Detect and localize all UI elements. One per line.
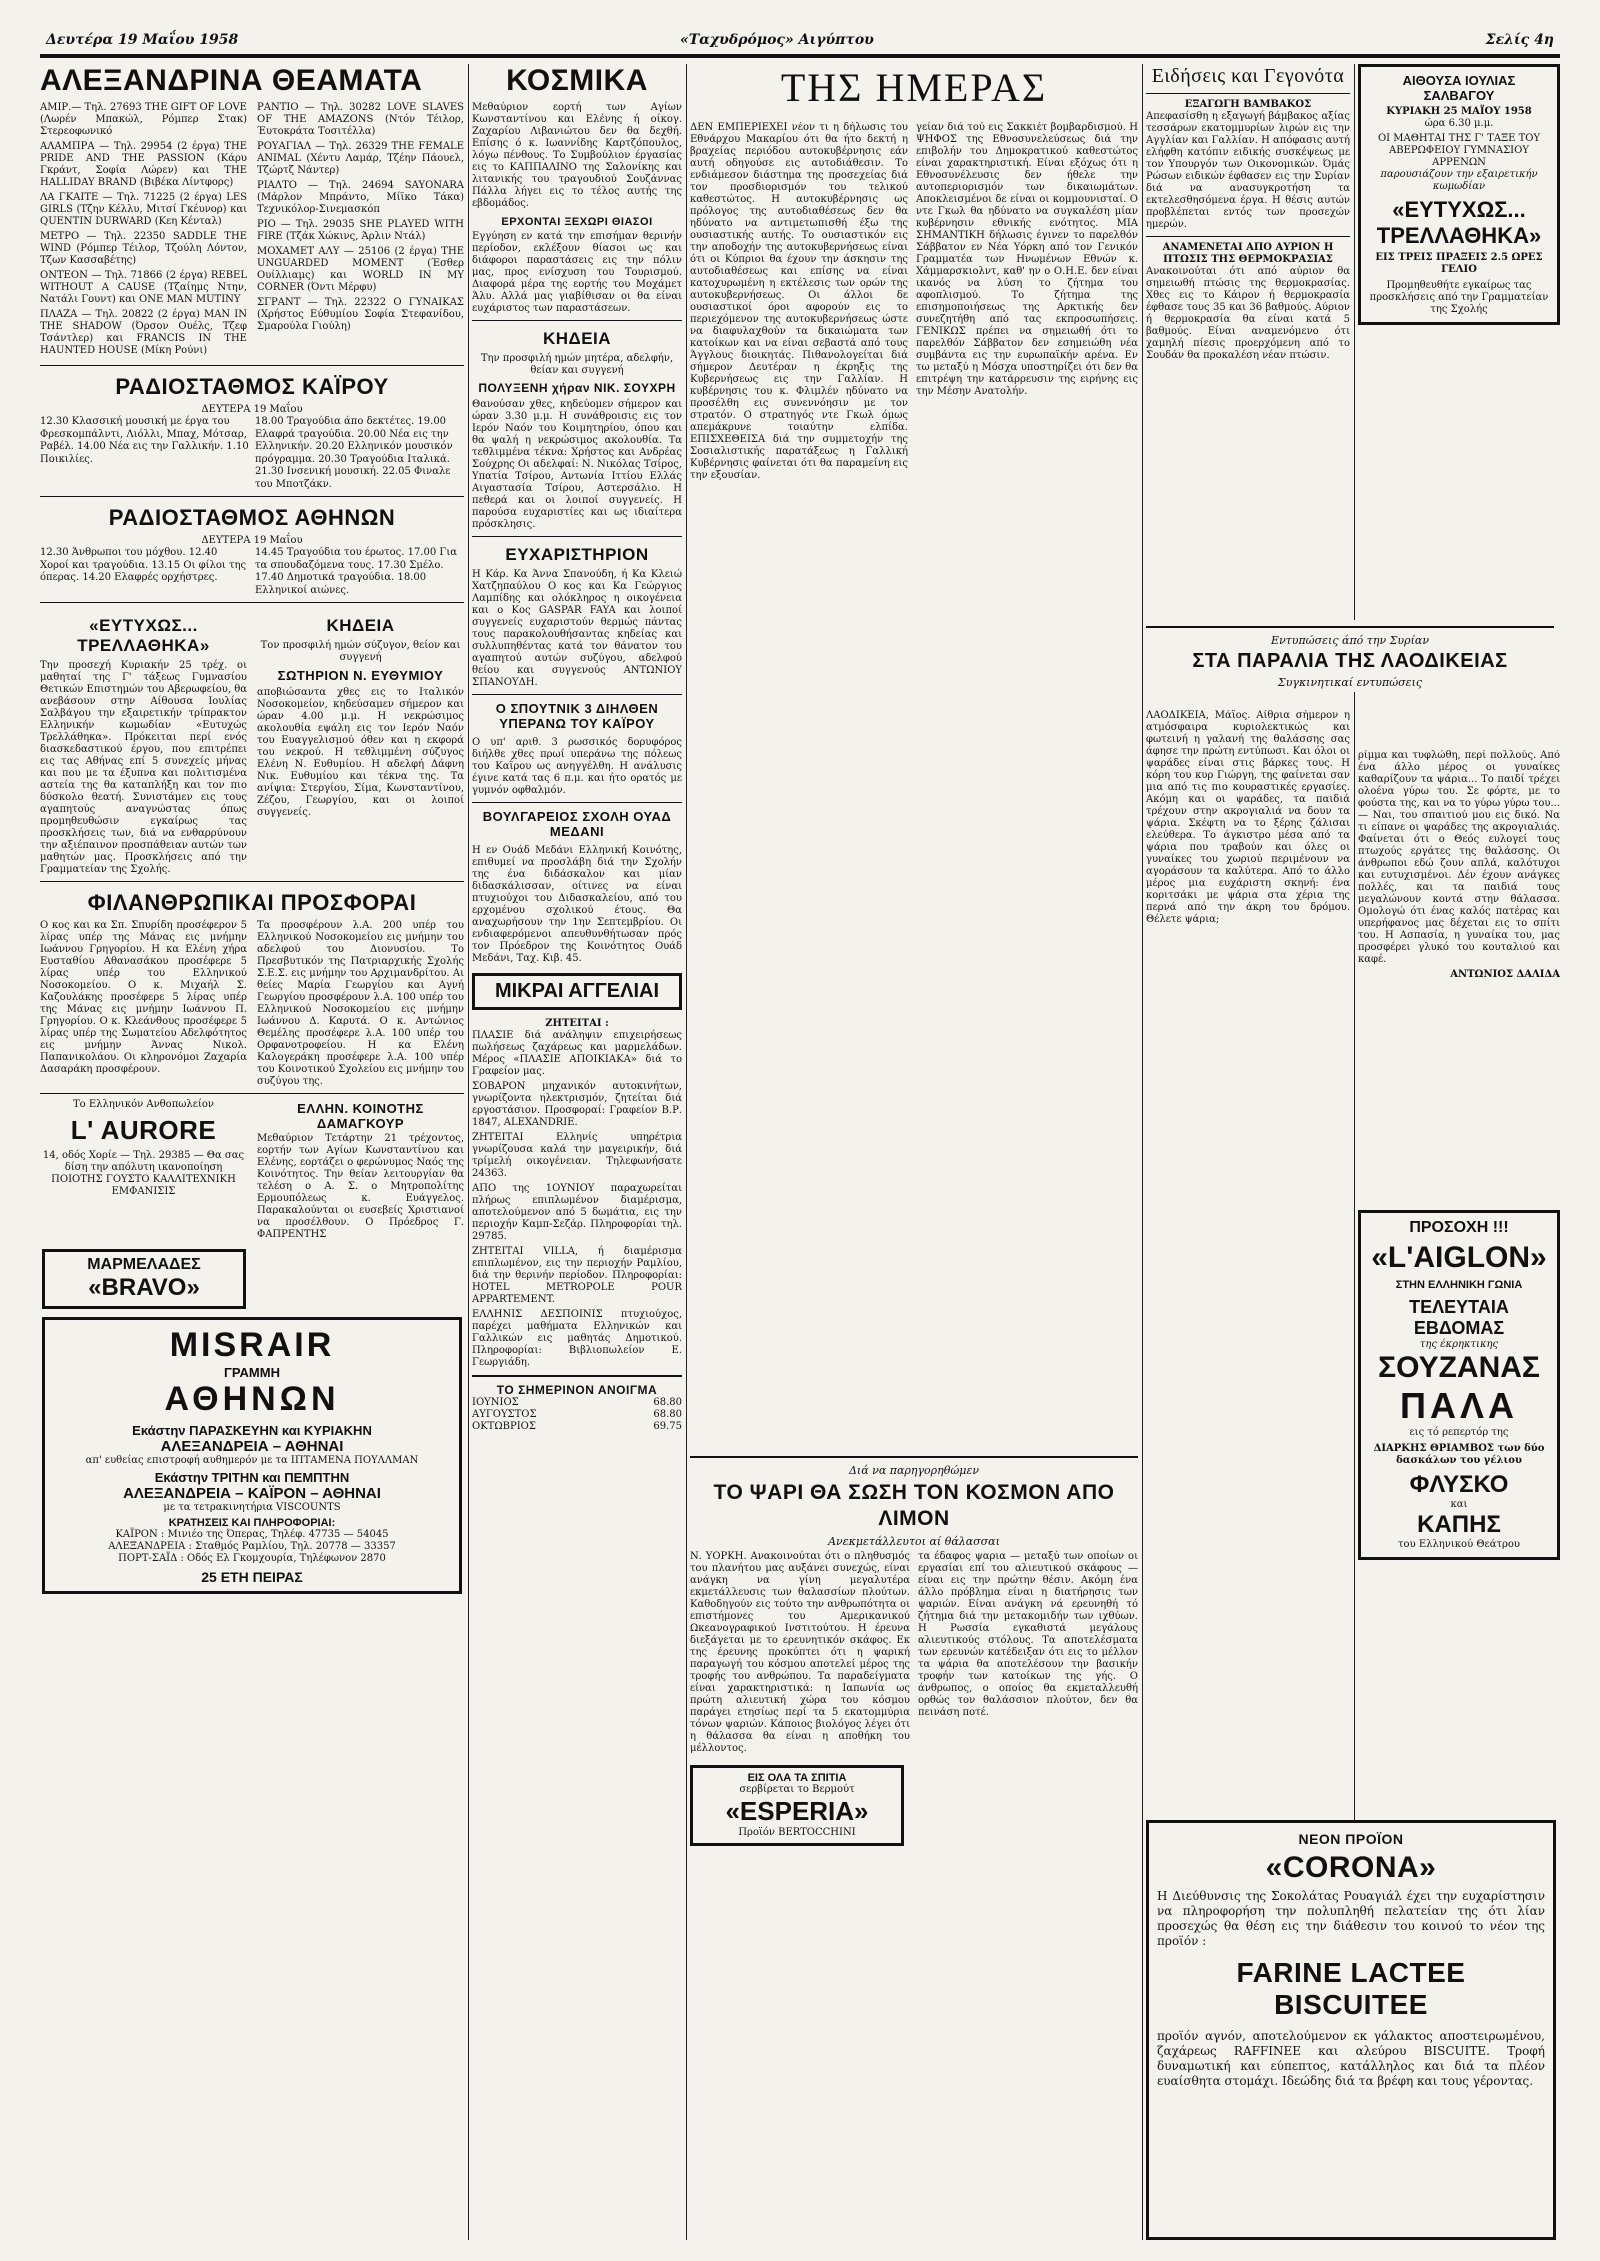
aiglon-triumph: ΔΙΑΡΚΗΣ ΘΡΙΑΜΒΟΣ των δύο δασκάλων του γέλιου: [1373, 1443, 1545, 1466]
corona-ad: [1146, 1820, 1556, 2240]
syria-text: ΛΑΟΔΙΚΕΙΑ, Μάϊος. Αίθρια σήμερον η ατμόσφαιρα κυριολεκτικώς και φωτεινή η γαλανή της θαλάσσης σας άφησε την πρώτη εντύπωσι. Και όλοι οι ψαράδες είναι στις βάρκες τους. Η κόρη του κυρ Γιώργη, της φαίνεται σαν μια από τις πιο κουραστικές εργασίες. Ακόμη και οι ψαράδες, τα παιδιά τρέχουν στην ακρογιαλιά να δουν τα ψάρια. Σκέφτη να το ξέρης ζάλισαι ελεύθερα. Το άγκιστρο μέσα από τα ψάρια που τραβούν και όλες οι γυναίκες του χωριού περιμένουν να αγοράσουν τα καλύτερα. Από το άλλο μέρος μια ευχάριστη σκηνή: ένα κοριτσάκι με ψάρια στα χέρια της περνά από την άκρη του δρόμου. Θέλετε ψάρια;: [1146, 710, 1350, 925]
theater-shows: ΕΙΣ ΤΡΕΙΣ ΠΡΑΞΕΙΣ 2.5 ΩΡΕΣ ΓΕΛΙΟ: [1375, 252, 1543, 275]
radio-athens-day: ΔΕΥΤΕΡΑ 19 Μαΐου: [201, 535, 303, 546]
classifieds-list: [472, 1030, 682, 1369]
editorial-header: [690, 64, 1138, 111]
flower-shop-name: L' AURORE: [70, 1115, 217, 1145]
bermouth-line-3: Προϊόν BERTOCCHINI: [738, 1827, 856, 1838]
misrair-brand: MISRAIR: [169, 1326, 335, 1364]
thanks-text: Η Κάρ. Κα Άννα Σπανούδη, ή Κα Κλειώ Χατζηπαύλου Ο κος και Κα Γεώργιος Λαμπίδης και ολόκληρος η οικογένεια και ο Κος GASPAR FAYA και λοιποί συγγενείς ευχαριστούν θερμώς πάντας τους παρακολουθήσαντας κηδείας και συλλυπηθέντας κατά τον θάνατον του αγαπητού αυτών συζύγου, αδελφού θείου και συγγενούς ΑΝΤΩΝΙΟΥ ΣΠΑΝΟΥΔΗ.: [472, 569, 682, 688]
school-title: ΒΟΥΛΓΑΡΕΙΟΣ ΣΧΟΛΗ ΟΥΑΔ ΜΕΔΑΝΙ: [482, 809, 672, 839]
column-entertainment: [40, 64, 464, 2240]
misrair-note-2: με τα τετρακινητήρια VISCOUNTS: [163, 1502, 341, 1513]
theater-present: παρουσιάζουν την εξαιρετικήν κωμωδίαν: [1380, 169, 1538, 192]
cinema-entry: ΡΑΝΤΙΟ — Τηλ. 30282 LOVE SLAVES OF THE AMAZONS (Ντόν Τέιλορ, Έυτοκράτα Τοσιτέλλα): [257, 102, 464, 137]
theater-play-2: ΤΡΕΛΛΑΘΗΚΑ»: [1376, 223, 1542, 248]
theater-students: ΟΙ ΜΑΘΗΤΑΙ ΤΗΣ Γ' ΤΑΞΕ ΤΟΥ ΑΒΕΡΩΦΕΙΟΥ ΓΥΜΝΑΣΙΟΥ ΑΡΡΕΝΩΝ: [1377, 133, 1541, 168]
misrair-bookings: ΚΡΑΤΗΣΕΙΣ ΚΑΙ ΠΛΗΡΟΦΟΡΙΑΙ:: [168, 1517, 336, 1529]
misrair-schedule-1: Εκάστην ΠΑΡΑΣΚΕΥΗΝ και ΚΥΡΙΑΚΗΝ: [132, 1423, 372, 1438]
schedule-right: 14.45 Τραγούδια του έρωτος. 17.00 Για τα σπουδαζόμενα τους. 17.30 Σμέλο. 17.40 Δημοτικά τραγούδια. 18.00 Ελληνικοί αιώνες.: [255, 547, 458, 596]
theater-ad: [1358, 64, 1560, 325]
fish-body: [690, 1551, 1138, 1755]
cinemas-title: ΑΛΕΞΑΝΔΡΙΝΑ ΘΕΑΜΑΤΑ: [40, 64, 423, 97]
stock-row: [472, 1397, 682, 1409]
aiglon-singer-2: ΠΑΛΑ: [1399, 1385, 1518, 1426]
misrair-note-1: απ' ευθείας επιστροφή αυθημερόν με τα ΙΠΤΑΜΕΝΑ ΠΟΥΛΛΜΑΝ: [85, 1455, 419, 1466]
stock-row: [472, 1421, 682, 1433]
stock-row: [472, 1409, 682, 1421]
cinema-entry: ΟΝΤΕΟΝ — Τηλ. 71866 (2 έργα) REBEL WITHOUT A CAUSE (Τζαίημς Ντην, Νατάλι Γουντ) και ONE MAN MUTINY: [40, 270, 247, 305]
kideia-intro: Την προσφιλή ημών μητέρα, αδελφήν, θείαν και συγγενή: [480, 353, 674, 376]
misrair-years: 25 ΕΤΗ ΠΕΙΡΑΣ: [201, 1569, 303, 1585]
society-text: Μεθαύριον εορτή των Αγίων Κωνσταντίνου και Ελένης ή οίκογ. Ζαχαρίου Λιβανιώτου δεν θα δεχθή. Επίσης ό κ. Ιωαννίδης Καρτζόπουλος, λόγω πένθους. Το Συμβούλιον έργασίας εις το ΚΑΠΠΑΛΙΝΟ της Σαλονίκης και λιτανικής του τραγουδιού Σουζάννας Πάλλα λήγει εις το τέλος αυτής της εβδομάδος.: [472, 102, 682, 209]
diary-text: ρίμμα και τυφλώθη, περί πολλούς. Από ένα άλλο μέρος οι γυναίκες καθαρίζουν τα ψάρια... Το παιδί τρέχει ολοένα γύρω του. Σε φόρτε, με το φούστα της, και να το γύρω γύρω του... — Ναι, του σπαιτιού μου εις δικό. Να τι είπανε οι ψαράδες της ακρογιαλιάς. Φαίνεται ότι ο Θεός ευλογεί τους πτωχούς εργάτες της θαλάσσης. Οι άνθρωποι εδώ ζουν απλά, καλότυχοι και ευτυχισμένοι. Δέν έχουν ανάγκες πολλές, και τα παιδιά τους μεγαλώνουν κοντά στην θάλασσα. Ομολογώ ότι ένας καλός πατέρας και υπερήφανος μας δέχεται εις το σπίτι του. Η Ασπασία, η γυναίκα του, μας προσφέρει γλυκό του κουταλιού και καφέ.: [1358, 750, 1560, 965]
corona-new: ΝΕΟΝ ΠΡΟΪΟΝ: [1298, 1831, 1404, 1847]
theater-note: Προμηθευθήτε εγκαίρως τας προσκλήσεις από την Γραμματείαν της Σχολής: [1369, 280, 1549, 315]
radio-athens-title: ΡΑΔΙΟΣΤΑΘΜΟΣ ΑΘΗΝΩΝ: [108, 505, 396, 530]
aiglon-singer-1: ΣΟΥΖΑΝΑΣ: [1378, 1351, 1540, 1384]
classifieds-sub: ΖΗΤΕΙΤΑΙ :: [545, 1018, 609, 1029]
theater-play-1: «ΕΥΤΥΧΩΣ...: [1392, 197, 1526, 222]
misrair-ad: [42, 1317, 462, 1594]
misrair-office-portsaid: ΠΟΡΤ-ΣΑΪΔ : Οδός Ελ Γκομχουρία, Τηλέφωνον 2870: [118, 1553, 386, 1564]
funeral-text: αποβιώσαντα χθες εις το Ιταλικόν Νοσοκομείον, κηδεύσαμεν σήμερον και ώραν 4.00 μ.μ. Η νεκρώσιμος ακολουθία εψάλη εις τον Ιερόν Ναόν του Ευαγγελισμού όθεν και η εκφορά του νεκρού. Η τεθλιμμένη σύζυγος Ελένη Ν. Ευθυμίου. Η αδελφή Δάφνη Νικ. Ευθυμίου και τέκνα της. Τα ανίψια: Στεργίου, Σίμα, Κωνσταντίνου, Ζέζου, Γεωργίου, και οι λοιποί συγγενείς.: [257, 687, 464, 818]
flower-shop-label: Το Ελληνικόν Ανθοπωλείον: [73, 1099, 214, 1110]
radio-athens-schedule: [40, 547, 464, 597]
diary-signature: ΑΝΤΩΝΙΟΣ ΔΑΛΙΔΑ: [1450, 969, 1560, 980]
stock-value: 68.80: [653, 1397, 682, 1408]
fish-kicker: Διά να παρηγορηθώμεν: [848, 1464, 980, 1477]
aiglon-ad: [1358, 1210, 1560, 1560]
classified-item: ΖΗΤΕΙΤΑΙ Ελληνίς υπηρέτρια γνωρίζουσα καλά την μαγειρικήν, διά τρίμελή οικογένειαν. Τηλεφωνήσατε 24363.: [472, 1132, 682, 1179]
theater-time: ώρα 6.30 μ.μ.: [1424, 118, 1494, 129]
corona-product-1: FARINE LACTEE: [1236, 1957, 1466, 1988]
aiglon-act-2: ΚΑΠΗΣ: [1417, 1511, 1501, 1538]
corona-description: προϊόν αγνόν, αποτελούμενον εκ γάλακτος αποστειρωμένου, ζαχάρεως RAFFINEE και αλεύρου BISCUITE. Τροφή δυναμωτική και εύπεπτος, κατάλληλος και διά τα πλέον ευαίσθητα στομάχι. Ιδεώδης διά τα βρέφη και τους γέροντας.: [1157, 2029, 1545, 2088]
troupes-text: Εγγύηση εν κατά την επισήμαν θερινήν περίοδον, εκλέξουν θίασοι ως και διάφοροι παραστάσεις εις την πόλιν μας, προς ενίσχυση του Τουρισμού. Διαφορά μέρα της εορτής του Μοχάμετ Άλυ. Αλλά μας γιαβίθισαν οι θα είναι ευχάριστος των παραστάσεων.: [472, 231, 682, 314]
cinema-entry: ΣΓΡΑΝΤ — Τηλ. 22322 Ο ΓΥΝΑΙΚΑΣ (Χρήστος Εύθυμίου Σοφία Στεφανίδου, Σμαρούλα Γιούλη): [257, 297, 464, 332]
charity-title: ΦΙΛΑΝΘΡΩΠΙΚΑΙ ΠΡΟΣΦΟΡΑΙ: [87, 890, 417, 915]
masthead: [40, 30, 1560, 58]
column-rule: [468, 64, 469, 2240]
play-and-funeral: [40, 608, 464, 876]
stock-value: 69.75: [653, 1421, 682, 1432]
fish-article: [690, 1450, 1138, 2240]
stock-month: ΙΟΥΝΙΟΣ: [472, 1397, 519, 1408]
masthead-paper: «Ταχυδρόμος» Αιγύπτου: [680, 32, 874, 48]
bermouth-line-2: σερβίρεται το Βερμούτ: [739, 1784, 855, 1795]
community-title: ΕΛΛΗΝ. ΚΟΙΝΟΤΗΣ ΔΑΜΑΓΚΟΥΡ: [297, 1101, 424, 1131]
cinema-entry: ΜΕΤΡΟ — Τηλ. 22350 SADDLE THE WIND (Ρόμπερ Τέιλορ, Τζούλη Λόντον, Τζων Κασσαβέτης): [40, 231, 247, 266]
classifieds-title: ΜΙΚΡΑΙ ΑΓΓΕΛΙΑΙ: [494, 980, 660, 1002]
aiglon-attention: ΠΡΟΣΟΧΗ !!!: [1409, 1219, 1509, 1236]
fish-title: ΤΟ ΨΑΡΙ ΘΑ ΣΩΣΗ ΤΟΝ ΚΟΣΜΟΝ ΑΠΟ ΛΙΜΟΝ: [713, 1481, 1115, 1530]
column-society: [472, 64, 682, 2240]
schedule-left: 12.30 Κλασσική μουσική με έργα του Φρεσκομπάλντι, Λιόλλι, Μπαχ, Μότσαρ, Ραβέλ. 14.00 Νέα εις την Γαλλικήν. 1.10 Ποικιλίες.: [40, 416, 249, 465]
classified-item: ΣΟΒΑΡΟΝ μηχανικόν αυτοκινήτων, γνωρίζοντα ηλεκτρισμόν, ζητείται διά εργοστάσιον. Προσφοραί: Γραφείον Β.Ρ. 1847, ALEXANDRIE.: [472, 1081, 682, 1128]
cinema-entry: ΑΜΙΡ.— Τηλ. 27693 THE GIFT OF LOVE (Λωρέν Μπακώλ, Ρόμπερ Στακ) Στερεοφωνικό: [40, 102, 247, 137]
news1-text: Απεφασίσθη η εξαγωγή βάμβακος αξίας τεσσάρων εκατομμυρίων λιρών εις την Αγγλίαν και Γαλλίαν. Η απόφασις αυτή ελήφθη κατόπιν ειδικής συσκέψεως με τον Υπουργόν των Οικονομικών. Όμάς Ρώσων ειδικών έφθασεν εις την Συρίαν διά να ανασυγκροτήση τα εκτελεσθησόμενα έργα. Η θέσις αυτών προβλέπεται εντός των προσεχών ημερών.: [1146, 111, 1350, 230]
charity-right: Τα προσφέρουν λ.Α. 200 υπέρ του Ελληνικού Νοσοκομείου εις μνήμην του αδελφού του Διονυσίου. Το Πρεσβυτικόν της Πατριαρχικής Σχολής Σ.Ε.Σ. εις μνήμην του Αρχιμανδρίτου. Αι θείες Μαρία Γεωργίου και Αγνή Γεωργίου προσφέρουν λ.Α. 100 υπέρ του Ελληνικού Νοσοκομείου εις μνήμην Ιωάννου Δ. Καρυτά. Ο κ. Αντώνιος Θεμέλης προσέφερε λ.Α. 100 υπέρ του Ορφανοτροφείου. Η κα Ελένη Καλογεράκη προσέφερε λ.Α. 100 υπέρ του Κοινοτικού Σχολείου εις μνήμην του συζύγου της.: [257, 920, 464, 1087]
radio-cairo-schedule: [40, 416, 464, 491]
kideia-title: ΚΗΔΕΙΑ: [542, 329, 612, 348]
play-text: Την προσεχή Κυριακήν 25 τρέχ. οι μαθηταί της Γ' τάξεως Γυμνασίου Θετικών Επιστημών του Αβερωφείου, θα ανεβάσουν στην Αίθουσα Ιουλίας Σαλβάγου την εξαιρετικήν τρίπρακτον Ελληνικήν κωμωδίαν «Ευτυχώς Τρελλάθηκα». Πρόκειται περί ενός διασκεδαστικού έργου, που επιτρέπει εις τας Αθήνας επί 5 συνεχείς μήνας και που με τα έξυπνα και πολιτισμένα αστεία της θα καταπλήξη και τον πιο δύσκολο θεατή. Συνιστάμεν εις τους αγαπητούς αναγνώστας όπως προμηθευθώσιν εγκαίρως τας προσκλήσεις των, διά να ενθαρρύνουν την αξιέπαινον προσπάθειαν αυτών των μαθητών μας. Προσκλήσεις από την Γραμματείαν της Σχολής.: [40, 660, 247, 875]
aiglon-and: και: [1450, 1499, 1468, 1510]
stock-value: 68.80: [653, 1409, 682, 1420]
kideia-text: Θανούσαν χθες, κηδεύομεν σήμερον και ώραν 3.30 μ.μ. Η συνάθροισις εις τον Ιερόν Ναόν του Κοιμητηρίου, όπου και θα ψαλή η νεκρώσιμος ακολουθία. Τα τεθλιμμένα τέκνα: Χρήστος και Ανδρέας Σούχρης Οι αδελφαί: Ν. Νικόλας Τσίρος, Υπατία Τσίρου, Αντωνία Ιττίου Ελλάς Αιγαστασία Τσίρου, Αστερσάλιο. Η πεθερά και οι λοιποί συγγενείς. Η παρούσα ευχαριστίες και ως ιδιαίτερα πρόσκλησις.: [472, 399, 682, 530]
masthead-date: Δευτέρα 19 Μαΐου 1958: [46, 32, 239, 48]
cinemas-list: [40, 102, 464, 360]
marmalade-ad: [42, 1249, 246, 1309]
news-title: Ειδήσεις και Γεγονότα: [1151, 65, 1345, 87]
stocks-table: [472, 1397, 682, 1433]
theater-date: ΚΥΡΙΑΚΗ 25 ΜΑΪΟΥ 1958: [1386, 106, 1532, 117]
funeral-intro: Τον προσφιλή ημών σύζυγον, θείον και συγγενή: [260, 640, 461, 663]
bermouth-ad: [690, 1765, 904, 1846]
schedule-left: 12.30 Άνθρωποι του μόχθου. 12.40 Χοροί και τραγούδια. 13.15 Οι φίλοι της όπερας. 14.20 Ελαφρές ορχήστρες.: [40, 547, 247, 583]
aiglon-name: «L'AIGLON»: [1371, 1241, 1547, 1274]
classified-item: ΖΗΤΕΙΤΑΙ VILLA, ή διαμέρισμα επιπλωμένον, εις την περιοχήν Ραμλίου, διά την θερινήν περίοδον. Πληροφορίαι: HOTEL METROPOLE POUR APPARTEMENT.: [472, 1246, 682, 1305]
cinema-entry: ΡΟΥΑΓΙΑΛ — Τηλ. 26329 THE FEMALE ANIMAL (Χέντυ Λαμάρ, Τζέην Πάουελ, Τζώρτζ Νάντερ): [257, 141, 464, 176]
school-text: Η εν Ουάδ Μεδάνι Ελληνική Κοινότης, επιθυμεί να προσλάβη διά την Σχολήν της ένα διδάσκαλον και μίαν διδασκάλισσαν, οίτινες να είναι πτυχιούχοι του Διδασκαλείου, από του ερχομένου σχολικού έτους. Θα αναχωρήσουν την 1ην Σεπτεμβρίου. Οι ενδιαφερόμενοι απευθυνθήτωσαν πρός τον Πρόεδρον της Κοινότητος Ουάδ Μεδάνι, Ταχ. Κιβ. 45.: [472, 845, 682, 964]
syria-sub: Συγκινητικαί εντυπώσεις: [1277, 676, 1423, 689]
stock-month: ΟΚΤΩΒΡΙΟΣ: [472, 1421, 536, 1432]
aiglon-ad-col: [1358, 1210, 1560, 1730]
syria-title: ΣΤΑ ΠΑΡΑΛΙΑ ΤΗΣ ΛΑΟΔΙΚΕΙΑΣ: [1192, 650, 1508, 672]
corona-product-2: BISCUITEE: [1274, 1989, 1428, 2020]
news2-text: Ανακοινούται ότι από αύριον θα σημειωθή πτώσις της θερμοκρασίας. Χθες εις το Κάιρον ή θερμοκρασία έφθασε τους 35 και 36 βαθμούς. Αύριον ή θερμοκρασία θα είναι κατά 5 βαθμούς. Είναι αναμενόμενο ότι χαμηλή πίεσις προερχόμενη από το Σουδάν θα προκαλέση νέαν πτώσιν.: [1146, 266, 1350, 361]
classified-item: ΕΛΛΗΝΙΣ ΔΕΣΠΟΙΝΙΣ πτυχιούχος, παρέχει μαθήματα Ελληνικών και Γαλλικών εις μαθητάς Δημοτικού. Πληροφορίαι: Βιβλιοπωλείον Ε. Γεωργιάδη.: [472, 1309, 682, 1368]
kideia-name: ΠΟΛΥΞΕΝΗ χήραν ΝΙΚ. ΣΟΥΧΡΗ: [478, 381, 676, 395]
misrair-city: ΑΘΗΝΩΝ: [164, 1380, 340, 1418]
editorial-left: ΔΕΝ ΕΜΠΕΡΙΕΧΕΙ νέον τι η δήλωσις του Εθνάρχου Μακαρίου ότι θα ήτο δεκτή η βραχείας περιόδου αυτοκυβέρνησις εάν αυτή οδηγούσε εις αυτοδιάθεσιν. Το ενδιάμεσον διάστημα της προσεχείας διά τον προσδιορισμόν του τελικού καθεστώτος. Η αυτοκυβέρνησις ως πρόλογος της αυτοδιαθέσεως δεν θα ηδύνατο να αντιμετωπισθή έξω της ουσιαστικής αυτής. Το ουσιαστικόν εις την αποδοχήν της αυτοκυβερνήσεως είναι ότι οι Κύπριοι θα έχουν την άσκησιν της αυτοδιαθέσεως και επίσης να είναι κατοχυρωμένη η εκτέλεσις των ορών της αυτοκυβερνήσεως. Οι άλλοι δε ουσιαστικοί όροι αφορούν εις το περιεχόμενον της αυτοκυβερνήσεως ώστε να διαφυλαχθούν τα δικαιώματα των κατοίκων και να είναι σεβαστά από τους Άγγλους διοικητάς. Πιθανολογείται διά σήμερον Δευτέραν η έκρηξις της Κυβερνήσεως εις την Γαλλίαν. Η κυβέρνησις του κ. Φλιμλέν ηδύνατο να προσέλθη εις συνεννόησιν με τον στρατόν. Ο στρατηγός ντε Γκωλ όμως απεμάκρυνε τοιαύτην ελπίδα. ΕΠΙΣΧΕΘΕΙΣΑ διά την συμμετοχήν της Σοσιαλιστικής παρατάξεως η Γαλλική Κυβέρνησις φαίνεται ότι θα παραμείνη εις την εξουσίαν.: [690, 122, 908, 481]
fish-sub: Ανεκμετάλλευτοι αί θάλασσαι: [828, 1535, 1000, 1548]
marmalade-title: ΜΑΡΜΕΛΑΔΕΣ: [87, 1256, 201, 1273]
aiglon-act-1: ΦΛΥΣΚΟ: [1409, 1471, 1509, 1498]
column-rule: [1142, 64, 1143, 2240]
classifieds-header: [472, 973, 682, 1010]
classified-item: ΠΛΑΣΙΕ διά ανάληψιν επιχειρήσεως πωλήσεως ζαχάρεως και μαρμελάδων. Μέρος «ΠΛΑΣΙΕ ΑΠΟΙΚΙΑΚΑ» διά το Γραφείον μας.: [472, 1030, 682, 1077]
column-rule: [686, 64, 687, 2240]
aiglon-corner: ΣΤΗΝ ΕΛΛΗΝΙΚΗ ΓΩΝΙΑ: [1395, 1279, 1523, 1291]
misrair-line: ΓΡΑΜΜΗ: [224, 1365, 280, 1380]
aiglon-theater: του Ελληνικού Θεάτρου: [1398, 1539, 1520, 1550]
fish-left: Ν. ΥΟΡΚΗ. Ανακοινούται ότι ο πληθυσμός του πλανήτου μας αυξάνει συνεχώς, είναι ανάγκη να γίνη μεγαλυτέρα εκμετάλλευσις των θαλασσίων πλούτων. Καθοδηγούν εις τούτο την ανθρωπότητα οι επιστήμονες του Αμερικανικού Ωκεανογραφικού Ινστιτούτου. Η έρευνα διεξάγεται με το ερευνητικόν σκάφος. Εκ της έρευνης προκύπτει ότι η ψαρική παραγωγή του κόσμου αποτελεί μέρος της τροφής του ανθρώπου. Τα παραδείγματα είναι χαρακτηριστικά: η Ιαπωνία ως πρώτη αλιευτική χώρα του κόσμου παράγει ετησίως περί τα 5 εκατομμύρια τόνων ψαριών. Κάποιος βιολόγος λέγει ότι η θάλασσα θα είναι η αποθήκη του μέλλοντος.: [690, 1551, 910, 1754]
news1-title: ΕΞΑΓΩΓΗ ΒΑΜΒΑΚΟΣ: [1184, 99, 1312, 110]
misrair-route-2: ΑΛΕΞΑΝΔΡΕΙΑ – ΚΑΪΡΟΝ – ΑΘΗΝΑΙ: [123, 1485, 381, 1502]
radio-cairo-day: ΔΕΥΤΕΡΑ 19 Μαΐου: [201, 404, 303, 415]
radio-cairo-title: ΡΑΔΙΟΣΤΑΘΜΟΣ ΚΑΪΡΟΥ: [115, 374, 389, 399]
flower-shop-text: 14, οδός Χορίε — Τηλ. 29385 — Θα σας δίση την απόλυτη ικανοποίηση ΠΟΙΟΤΗΣ ΓΟΥΣΤΟ ΚΑΛΛΙΤΕΧΝΙΚΗ ΕΜΦΑΝΙΣΙΣ: [42, 1150, 245, 1197]
fish-right: τα έδαφος ψαρια — μεταξύ των οποίων οι εργασίαι επί του αλιευτικού σκάφους — είναι εις την πρώτην θέσιν. Ακόμη ένα άλλο πρόβλημα είναι η διατήρησις των ψαριών. Είναι ανάγκη νά ερευνηθή τό ζήτημα διά την μετακομιδήν των ιχθύων. Η Ρωσσία εγκαθιστά μεγάλους αλιευτικούς στόλους. Τα αποτελέσματα των ερευνών κατέδειξαν ότι εις το μέλλον τα ψάρια θα αποτελέσουν την βασικήν τροφήν των κατοίκων της γής. Ο άνθρωπος, ο οποίος θα εκμεταλλευθή ορθώς τον θαλάσσιον πλούτον, δεν θα πεινάση ποτέ.: [918, 1551, 1138, 1718]
cinema-entry: ΡΙΑΛΤΟ — Τηλ. 24694 SAYONARA (Μάρλον Μπράντο, Μίϊκο Τάκα) Τεχνικόλορ-Σινεμασκόπ: [257, 180, 464, 215]
theater-hall: ΑΙΘΟΥΣΑ ΙΟΥΛΙΑΣ ΣΑΛΒΑΓΟΥ: [1402, 73, 1516, 103]
community-text: Μεθαύριον Τετάρτην 21 τρέχοντος, εορτήν των Αγίων Κωνσταντίνου και Ελένης, εορτάζει ο φερώνυμος Ναός της Κοινότητος. Την θείαν λειτουργίαν θα τελέση ο Α. Σ. ο Μητροπολίτης Ερμουπόλεως κ. Ευάγγελος. Παρακαλούνται οι ευσεβείς Χριστιανοί να προσέλθουν. Ο Πρόεδρος Γ. ΦΑΠΡΕΝΤΗΣ: [257, 1133, 464, 1240]
society-title: ΚΟΣΜΙΚΑ: [506, 64, 648, 97]
editorial-title: ΤΗΣ ΗΜΕΡΑΣ: [780, 65, 1048, 110]
corona-brand: «CORONA»: [1265, 1851, 1437, 1884]
corona-text: Η Διεύθυνσις της Σοκολάτας Ρουαγιάλ έχει την ευχαρίστησιν να πληροφορήση την πολυπληθή πελατείαν της ότι λίαν προσεχώς θα θέση εις την διάθεσιν του κοινού το νέον της προϊόν :: [1157, 1889, 1545, 1948]
sputnik-title: Ο ΣΠΟΥΤΝΙΚ 3 ΔΙΗΛΘΕΝ ΥΠΕΡΑΝΩ ΤΟΥ ΚΑΪΡΟΥ: [495, 701, 659, 731]
play-title: «ΕΥΤΥΧΩΣ... ΤΡΕΛΛΑΘΗΚΑ»: [77, 616, 210, 655]
misrair-schedule-2: Εκάστην ΤΡΙΤΗΝ και ΠΕΜΠΤΗΝ: [154, 1470, 350, 1485]
cinema-entry: ΠΛΑΖΑ — Τηλ. 20822 (2 έργα) MAN IN THE SHADOW (Όρσον Ουέλς, Τζεφ Τσάντλερ) και FRANCIS IN THE HAUNTED HOUSE (Μίκη Ρούνι): [40, 309, 247, 356]
marmalade-brand: «BRAVO»: [88, 1274, 200, 1301]
stock-month: ΑΥΓΟΥΣΤΟΣ: [472, 1409, 537, 1420]
syria-kicker: Εντυπώσεις άπό την Συρίαν: [1270, 634, 1430, 647]
sputnik-text: Ο υπ' αριθ. 3 ρωσσικός δορυφόρος διήλθε χθες πρωί υπεράνω της πόλεως του Καΐρου ως ανηγγέλθη. Η ανάλυσις έγινε κατά τας 6 π.μ. και ήτο ορατός με γυμνόν οφθαλμόν.: [472, 737, 682, 796]
charity-text: [40, 920, 464, 1088]
classified-item: ΑΠΟ της 1ΟΥΝΙΟΥ παραχωρείται πλήρως επιπλωμένον διαμέρισμα, αποτελούμενον από 5 δωμάτια, εις την περιοχήν Καμπ-Σεζάρ. Πληροφορίαι τηλ. 29785.: [472, 1183, 682, 1242]
bermouth-brand: «ESPERIA»: [725, 1796, 869, 1826]
misrair-office-cairo: ΚΑΪΡΟΝ : Μινιέο της Όπερας, Τηλέφ. 47735 — 54045: [115, 1529, 389, 1540]
diary-continuation: [1358, 750, 1560, 1200]
funeral-title: ΚΗΔΕΙΑ: [326, 616, 395, 635]
cinema-entry: ΑΛΑΜΠΡΑ — Τηλ. 29954 (2 έργα) THE PRIDE AND THE PASSION (Κάρυ Γκράντ, Σοφία Λώρεν) και THE HALLIDAY BRAND (Βιβέκα Λίντφορς): [40, 141, 247, 188]
cinema-entry: ΛΑ ΓΚΑΙΤΕ — Τηλ. 71225 (2 έργα) LES GIRLS (Τζην Κέλλυ, Μιτσί Γκέυνορ) και QUENTIN DURWARD (Κεη Κένταλ): [40, 192, 247, 227]
masthead-page: Σελίς 4η: [1485, 32, 1554, 48]
misrair-route-1: ΑΛΕΞΑΝΔΡΕΙΑ – ΑΘΗΝΑΙ: [160, 1438, 344, 1455]
stocks-title: ΤΟ ΣΗΜΕΡΙΝΟΝ ΑΝΟΙΓΜΑ: [496, 1383, 658, 1397]
aiglon-repertoire: εις τό ρεπερτόρ της: [1409, 1427, 1509, 1438]
schedule-right: 18.00 Τραγούδια άπο δεκτέτες. 19.00 Ελαφρά τραγούδια. 20.00 Νέα εις την Ελληνικήν. 20.20 Ελληνικόν μουσικόν πρόγραμμα. 20.30 Τραγούδια Ιταλικά. 21.30 Ινσενική μουσική. 22.05 Φιναλε του Μποτζάκν.: [255, 416, 453, 490]
charity-left: Ο κος και κα Σπ. Σπυρίδη προσέφερον 5 λίρας υπέρ της Μάνας εις μνήμην Ιωάννου Γρηγορίου. Η κα Ελένη χήρα Ευσταθίου Αθανασάκου προσέφερε 5 λίρας υπέρ του Ελληνικού Νοσοκομείου. Ο κ. Μιχαήλ Σ. Καζουλάκης προσέφερε 5 λίρας υπέρ της Μάνας εις μνήμην Ιωάννου Π. Γρηγορίου. Ο κ. Κλεάνθους προσέφερε 5 λίρας υπέρ της Σωματείου Αδελφότητος εις μνήμην Άννας Νικολ. Παπανικολάου. Οι κληρονόμοι Ζαχαρία Δασαράκη προσφέρουν.: [40, 920, 247, 1075]
aiglon-last-week: ΤΕΛΕΥΤΑΙΑ ΕΒΔΟΜΑΣ: [1409, 1297, 1509, 1338]
thanks-title: ΕΥΧΑΡΙΣΤΗΡΙΟΝ: [505, 545, 649, 564]
newspaper-page: [40, 30, 1560, 2240]
funeral-name: ΣΩΤΗΡΙΟΝ Ν. ΕΥΘΥΜΙΟΥ: [277, 668, 444, 683]
misrair-office-alex: ΑΛΕΞΑΝΔΡΕΙΑ : Σταθμός Ραμλίου, Τηλ. 20778 — 33357: [108, 1541, 396, 1552]
editorial-right: γείαν διά τού εις Σακκιέτ βομβαρδισμού. Η ΨΗΦΟΣ της Εθνοσυνελεύσεως διά την επιβολήν του Δημοκρατικού καθεστώτος είναι χαρακτηριστική. Είναι εξόχως ότι η Εθνοσυνέλευσις δεν ήθελε την αυτοπεριορισμόν των δικαιωμάτων. Αποκλεισμένοι δε είναι οι κομμουνισταί. Ο ντε Γκωλ θα ηδύνατο να συγκαλέση μίαν κυβέρνησιν εθνικής ενότητος. ΜΙΑ ΣΗΜΑΝΤΙΚΗ δήλωσις έγινεν το παρελθόν Σάββατον εν Νέα Υόρκη από τον Γενικόν Γραμματέα των Ηνωμένων Εθνών κ. Χάμμαρσκιολντ, καθ' ην ο Ο.Η.Ε. δεν είναι ικανός να λύση το ζήτημα του αφοπλισμού. Το ζήτημα της επισημοποιήσεως της Αρκτικής δεν συνεζητήθη από τας εκπροσωπήσεις. ΓΕΝΙΚΩΣ πρέπει να σημειωθή ότι το παρελθόν Σάββατον δεν εσημειώθη νέα συμβάντα εις την ευρωπαϊκήν αρένα. Εν τω μεταξύ η Μόσχα υποστηρίζει ότι δεν θα επιτρέψη την κατάρρευσιν της ειρήνης εις την Μέσην Ανατολήν.: [916, 122, 1138, 397]
cinema-entry: ΜΟΧΑΜΕΤ ΑΛΥ — 25106 (2 έργα) THE UNGUARDED MOMENT (Έσθερ Ουίλλιαμς) και WORLD IN MY CORNER (Όντι Μέρφυ): [257, 246, 464, 293]
aiglon-star: της έκρηκτικης: [1419, 1339, 1499, 1350]
bermouth-line-1: ΕΙΣ ΟΛΑ ΤΑ ΣΠΙΤΙΑ: [747, 1772, 847, 1784]
ads-row: [40, 1099, 464, 1241]
news2-title: ΑΝΑΜΕΝΕΤΑΙ ΑΠΟ ΑΥΡΙΟΝ Η ΠΤΩΣΙΣ ΤΗΣ ΘΕΡΜΟΚΡΑΣΙΑΣ: [1162, 242, 1334, 265]
troupes-title: ΕΡΧΟΝΤΑΙ ΞΕΧΩΡΙ ΘΙΑΣΟΙ: [501, 216, 653, 228]
cinema-entry: ΡΙΟ — Τηλ. 29035 SHE PLAYED WITH FIRE (Τζάκ Χώκινς, Άρλιν Ντάλ): [257, 219, 464, 242]
